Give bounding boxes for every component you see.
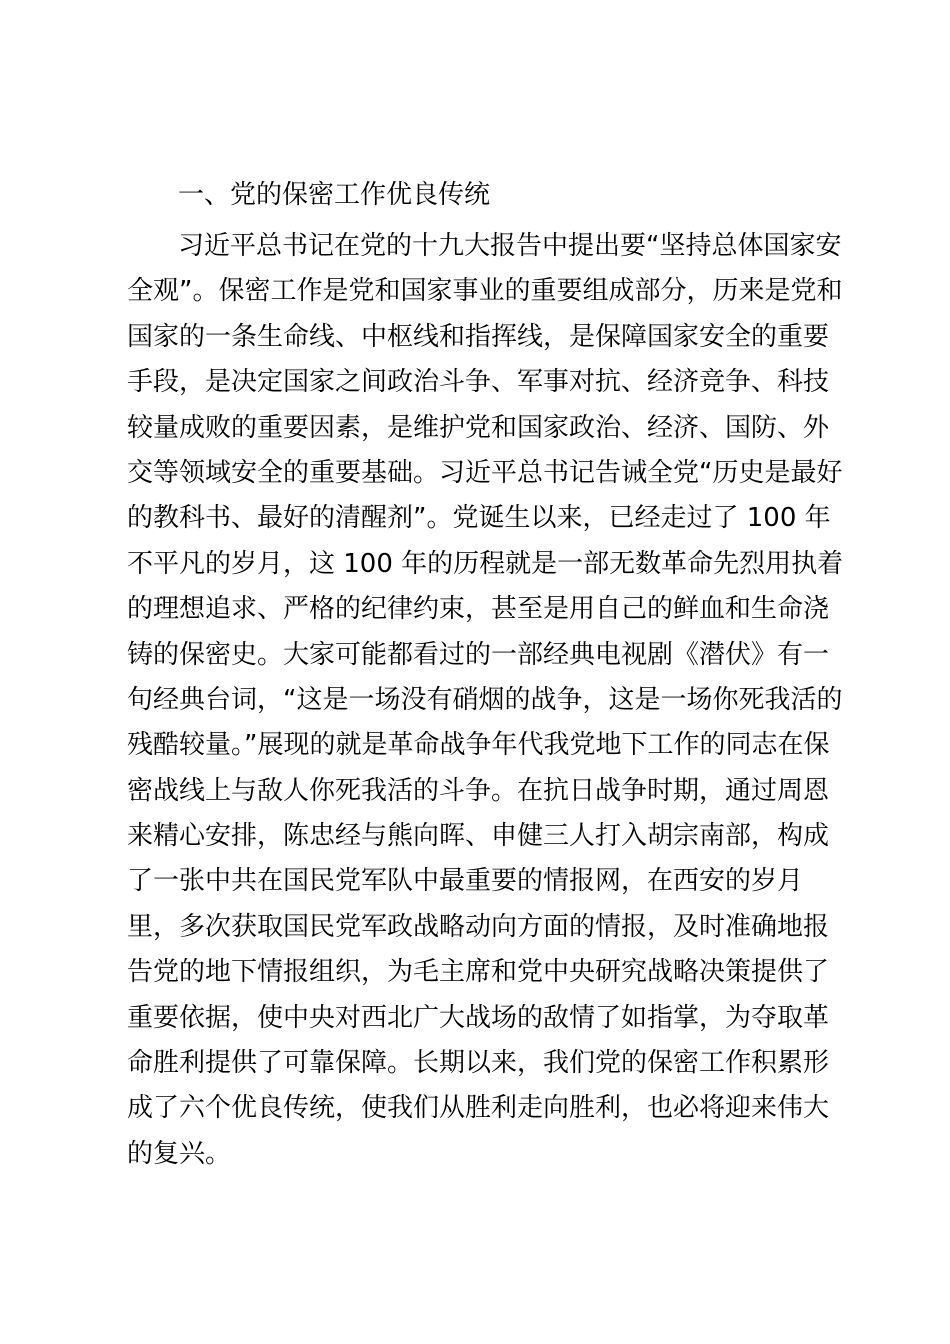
paragraph-line: 成了六个优良传统，使我们从胜利走向胜利，也必将迎来伟大 <box>127 1093 830 1124</box>
paragraph-line: 的理想追求、严格的纪律约束，甚至是用自己的鲜血和生命浇 <box>127 594 830 625</box>
paragraph-line: 了一张中共在国民党军队中最重要的情报网，在西安的岁月 <box>127 866 804 897</box>
paragraph-line: 里，多次获取国民党军政战略动向方面的情报，及时准确地报 <box>127 911 830 942</box>
section-heading: 一、党的保密工作优良传统 <box>178 180 491 210</box>
paragraph-line: 习近平总书记在党的十九大报告中提出要“坚持总体国家安 <box>178 231 842 261</box>
paragraph-line: 告党的地下情报组织，为毛主席和党中央研究战略决策提供了 <box>127 957 830 988</box>
paragraph-line: 全观”。保密工作是党和国家事业的重要组成部分，历来是党和 <box>127 276 843 307</box>
paragraph-line: 的复兴。 <box>127 1138 232 1169</box>
body-paragraph <box>127 224 844 1177</box>
paragraph-line: 较量成败的重要因素，是维护党和国家政治、经济、国防、外 <box>127 412 830 443</box>
paragraph-line: 来精心安排，陈忠经与熊向晖、申健三人打入胡宗南部，构成 <box>127 821 830 852</box>
paragraph-line: 重要依据，使中央对西北广大战场的敌情了如指掌，为夺取革 <box>127 1002 830 1033</box>
paragraph-line: 密战线上与敌人你死我活的斗争。在抗日战争时期，通过周恩 <box>127 775 830 806</box>
paragraph-line: 残酷较量。”展现的就是革命战争年代我党地下工作的同志在保 <box>127 730 830 761</box>
paragraph-line: 的教科书、最好的清醒剂”。党诞生以来，已经走过了 100 年 <box>127 503 831 534</box>
paragraph-line: 命胜利提供了可靠保障。长期以来，我们党的保密工作积累形 <box>127 1048 830 1079</box>
paragraph-line: 手段，是决定国家之间政治斗争、军事对抗、经济竞争、科技 <box>127 367 830 398</box>
paragraph-line: 铸的保密史。大家可能都看过的一部经典电视剧《潜伏》有一 <box>127 639 830 670</box>
paragraph-line: 国家的一条生命线、中枢线和指挥线，是保障国家安全的重要 <box>127 321 830 352</box>
paragraph-line: 句经典台词，“这是一场没有硝烟的战争，这是一场你死我活的 <box>127 684 843 715</box>
paragraph-line: 交等领域安全的重要基础。习近平总书记告诫全党“历史是最好 <box>127 457 843 488</box>
paragraph-line: 不平凡的岁月，这 100 年的历程就是一部无数革命先烈用执着 <box>127 548 844 579</box>
